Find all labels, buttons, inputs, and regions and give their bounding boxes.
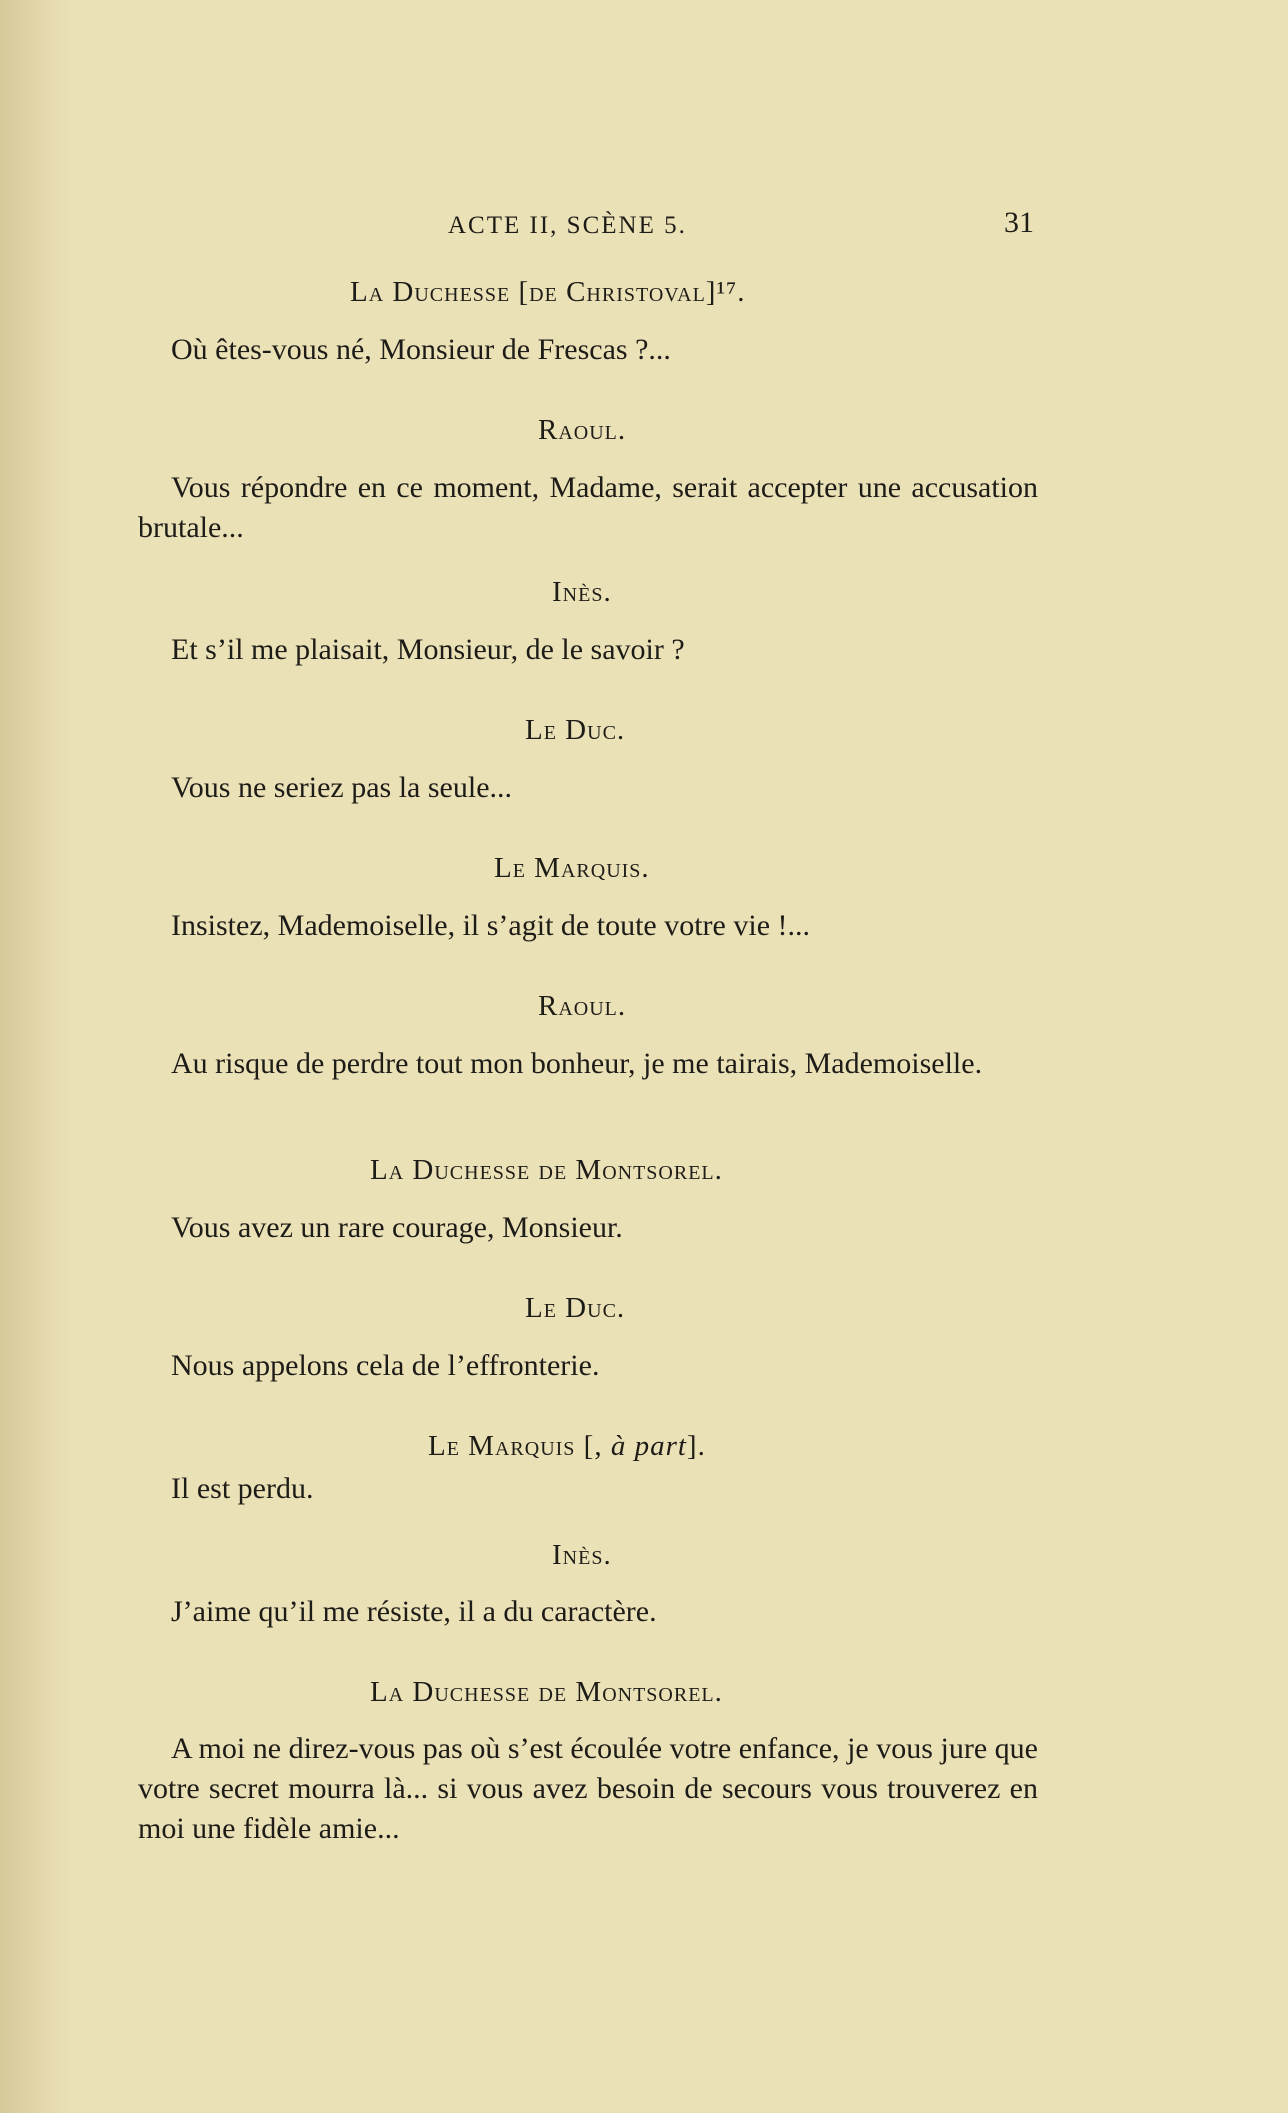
speaker-name: La Duchesse [de Christoval]¹⁷. — [350, 276, 746, 308]
speaker-name: La Duchesse de Montsorel. — [370, 1154, 723, 1186]
speaker-name: Le Marquis [, — [428, 1430, 603, 1462]
dialogue-line: Où êtes-vous né, Monsieur de Frescas ?... — [171, 333, 671, 366]
speaker-name: La Duchesse de Montsorel. — [370, 1676, 723, 1708]
speaker-name: Raoul. — [538, 414, 627, 446]
page-number: 31 — [1004, 206, 1034, 239]
speaker-name: Le Duc. — [525, 1292, 626, 1324]
dialogue-paragraph: Au risque de perdre tout mon bonheur, je me tairais, Mademoiselle. — [171, 1047, 983, 1080]
dialogue-paragraph: A moi ne direz-vous pas où s’est écoulée votre enfance, je vous jure que votre secret mourra là... si vous avez besoin de secours vous trouverez en moi une fidèle amie... — [138, 1732, 1038, 1845]
dialogue-line: Vous ne seriez pas la seule... — [171, 771, 513, 804]
running-title: ACTE II, SCÈNE 5. — [448, 212, 687, 239]
speaker-name: Inès. — [552, 576, 612, 608]
stage-direction: à part — [610, 1430, 687, 1462]
speaker-name: Le Marquis. — [494, 852, 650, 884]
speaker-name: Raoul. — [538, 990, 627, 1022]
speaker-name: Inès. — [552, 1539, 612, 1571]
dialogue-line: Et s’il me plaisait, Monsieur, de le savoir ? — [171, 633, 685, 666]
dialogue-line: Nous appelons cela de l’effronterie. — [171, 1349, 600, 1382]
dialogue-line: J’aime qu’il me résiste, il a du caractère. — [171, 1595, 657, 1628]
speaker-name: Le Duc. — [525, 714, 626, 746]
dialogue-line: Il est perdu. — [171, 1472, 314, 1505]
speaker-with-stage-direction — [428, 1430, 706, 1463]
dialogue-line: Insistez, Mademoiselle, il s’agit de toute votre vie !... — [171, 909, 810, 942]
dialogue-paragraph: Vous répondre en ce moment, Madame, serait accepter une accusation brutale... — [138, 471, 1038, 544]
speaker-bracket-close: ]. — [686, 1430, 706, 1462]
dialogue-line: Vous avez un rare courage, Monsieur. — [171, 1211, 623, 1244]
